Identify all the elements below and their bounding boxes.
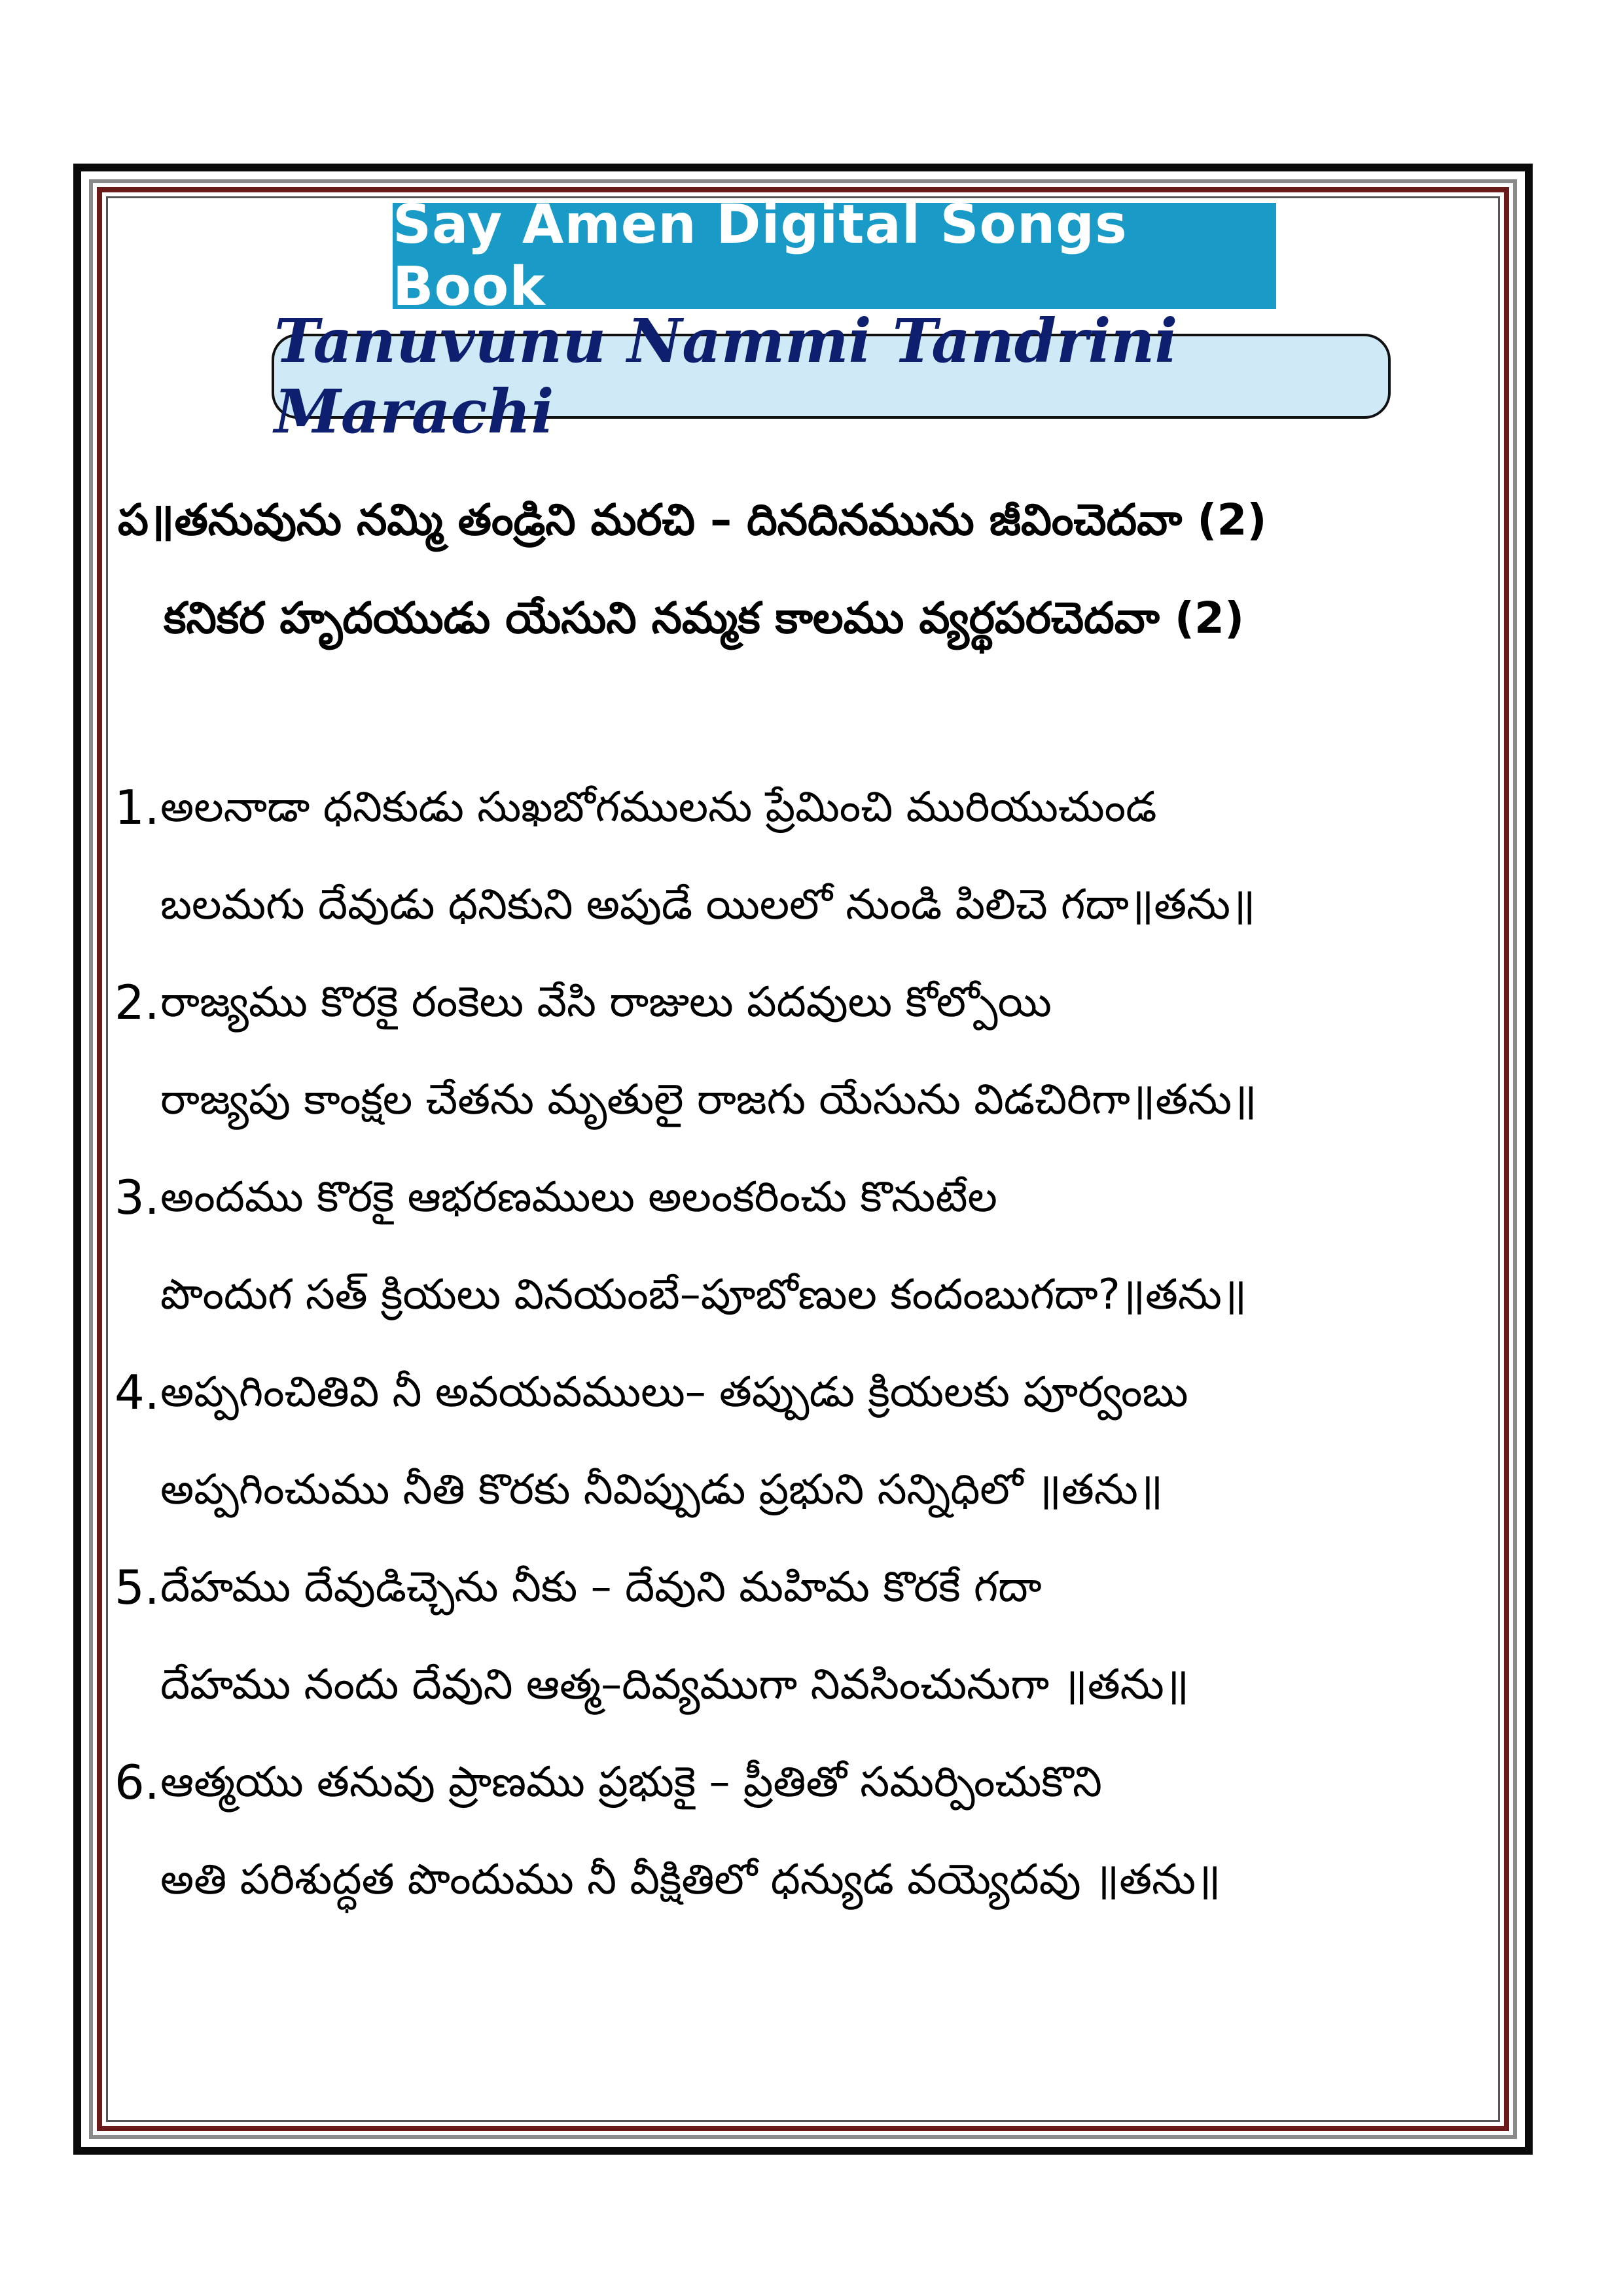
- book-banner: [393, 194, 1276, 318]
- verse-2-line-2: రాజ్యపు కాంక్షల చేతను మృతులై రాజగు యేసును విడచిరిగా॥తను॥: [160, 1076, 1257, 1124]
- verse-number: 3.: [115, 1170, 160, 1225]
- verse-1-line-1: [115, 759, 1495, 857]
- verse-number: 2.: [115, 975, 160, 1030]
- verse-number: 1.: [115, 780, 160, 835]
- verses: [115, 759, 1495, 1929]
- verse-text: దేహము దేవుడిచ్చెను నీకు – దేవుని మహిమ కొరకే గదా: [160, 1563, 1042, 1612]
- song-title-box: [272, 306, 1391, 447]
- verse-1-line-2: బలమగు దేవుడు ధనికుని అపుడే యిలలో నుండి పిలిచె గదా॥తను॥: [160, 881, 1256, 929]
- song-title: Tanuvunu Nammi Tandrini Marachi: [274, 306, 1178, 447]
- verse-text: అందము కొరకై ఆభరణములు అలంకరించు కొనుటేల: [160, 1173, 997, 1222]
- verse-number: 4.: [115, 1365, 160, 1420]
- verse-text: రాజ్యము కొరకై రంకెలు వేసి రాజులు పదవులు కోల్పోయి: [160, 978, 1052, 1027]
- verse-6-line-1: [115, 1734, 1495, 1831]
- verse-text: అప్పగించితివి నీ అవయవములు– తప్పుడు క్రియలకు పూర్వంబు: [160, 1368, 1188, 1417]
- verse-5-line-2: దేహము నందు దేవుని ఆత్మ–దివ్యముగా నివసించునుగా ॥తను॥: [160, 1661, 1190, 1709]
- chorus: [118, 471, 1492, 667]
- chorus-line-1: ప॥తనువును నమ్మి తండ్రిని మరచి – దినదినమును జీవించెదవా (2): [118, 495, 1267, 545]
- verse-6-line-2: అతి పరిశుద్ధత పొందుము నీ వీక్షితిలో ధన్యుడ వయ్యెదవు ॥తను॥: [160, 1856, 1221, 1904]
- verse-4-line-1: [115, 1344, 1495, 1441]
- verse-2-line-1: [115, 954, 1495, 1051]
- verse-5-line-1: [115, 1539, 1495, 1636]
- verse-text: అలనాడా ధనికుడు సుఖబోగములను ప్రేమించి మురియుచుండ: [160, 783, 1157, 832]
- verse-3-line-2: పొందుగ సత్ క్రియలు వినయంబే–పూబోణుల కందంబుగదా?॥తను॥: [160, 1271, 1247, 1319]
- verse-3-line-1: [115, 1149, 1495, 1246]
- verse-number: 5.: [115, 1560, 160, 1615]
- chorus-line-2: కనికర హృదయుడు యేసుని నమ్మక కాలము వ్యర్థపరచెదవా (2): [164, 593, 1245, 643]
- book-title: Say Amen Digital Songs Book: [393, 194, 1128, 318]
- verse-number: 6.: [115, 1755, 160, 1810]
- verse-4-line-2: అప్పగించుము నీతి కొరకు నీవిప్పుడు ప్రభుని సన్నిధిలో ॥తను॥: [160, 1466, 1164, 1514]
- verse-text: ఆత్మయు తనువు ప్రాణము ప్రభుకై – ప్రీతితో సమర్పించుకొని: [160, 1758, 1102, 1807]
